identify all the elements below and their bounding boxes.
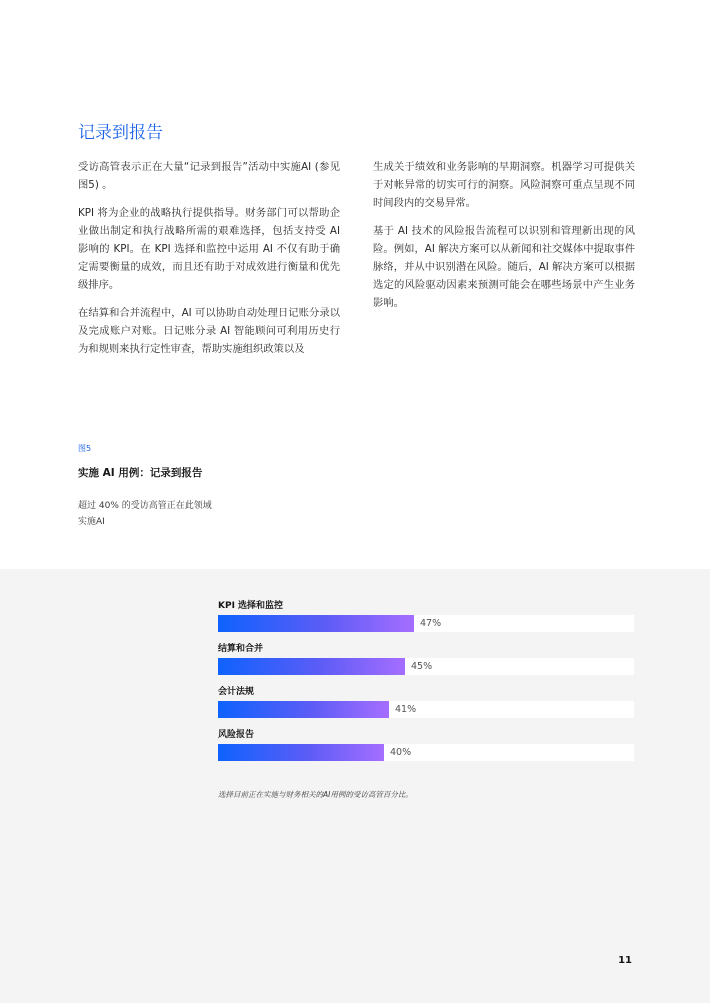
chart-footnote: 选择目前正在实施与财务相关的AI用例的受访高管百分比。 [218,790,413,799]
chart-panel [0,569,710,1003]
body-paragraph: 生成关于绩效和业务影响的早期洞察。机器学习可提供关于对帐异常的切实可行的洞察。风险洞察可重点呈现不同时间段内的交易异常。 [373,161,635,209]
bar-category-label: 会计法规 [218,687,255,697]
bar-track [218,701,634,718]
figure-label: 图5 [78,444,92,453]
body-paragraph: 受访高管表示正在大量“记录到报告”活动中实施AI (参见图5) 。 [78,161,340,191]
bar-category-label: 风险报告 [218,730,255,740]
figure-subtitle: 超过 40% 的受访高管正在此领域实施AI [78,501,212,527]
bar-track [218,658,634,675]
bar-category-label: KPI 选择和监控 [218,601,284,611]
body-paragraph: KPI 将为企业的战略执行提供指导。财务部门可以帮助企业做出制定和执行战略所需的艰难选择，包括支持受 AI 影响的 KPI。在 KPI 选择和监控中运用 AI 不仅有助于确定需要衡量的成效，而且还有助于对成效进行衡量和优先级排序。 [78,207,340,291]
bar [218,701,389,718]
bar-value-label: 47% [420,618,442,629]
section-title: 记录到报告 [78,123,163,143]
bar-value-label: 40% [390,747,412,758]
bar-category-label: 结算和合并 [218,644,264,654]
body-paragraph: 基于 AI 技术的风险报告流程可以识别和管理新出现的风险。例如，AI 解决方案可以从新闻和社交媒体中提取事件脉络，并从中识别潜在风险。随后，AI 解决方案可以根据选定的风险驱动因素来预测可能会在哪些场景中产生业务影响。 [373,225,635,309]
bar [218,658,405,675]
bar-track [218,615,634,632]
bar-value-label: 45% [411,661,433,672]
bar [218,615,414,632]
bar-value-label: 41% [395,704,417,715]
body-paragraph: 在结算和合并流程中，AI 可以协助自动处理日记账分录以及完成账户对账。日记账分录 AI 智能顾问可利用历史行为和规则来执行定性审查，帮助实施组织政策以及 [78,307,340,355]
page-number: 11 [618,955,632,966]
bar-track [218,744,634,761]
figure-title: 实施 AI 用例：记录到报告 [78,467,203,479]
body-column-right [373,158,635,322]
bar [218,744,384,761]
body-column-left [78,158,340,368]
